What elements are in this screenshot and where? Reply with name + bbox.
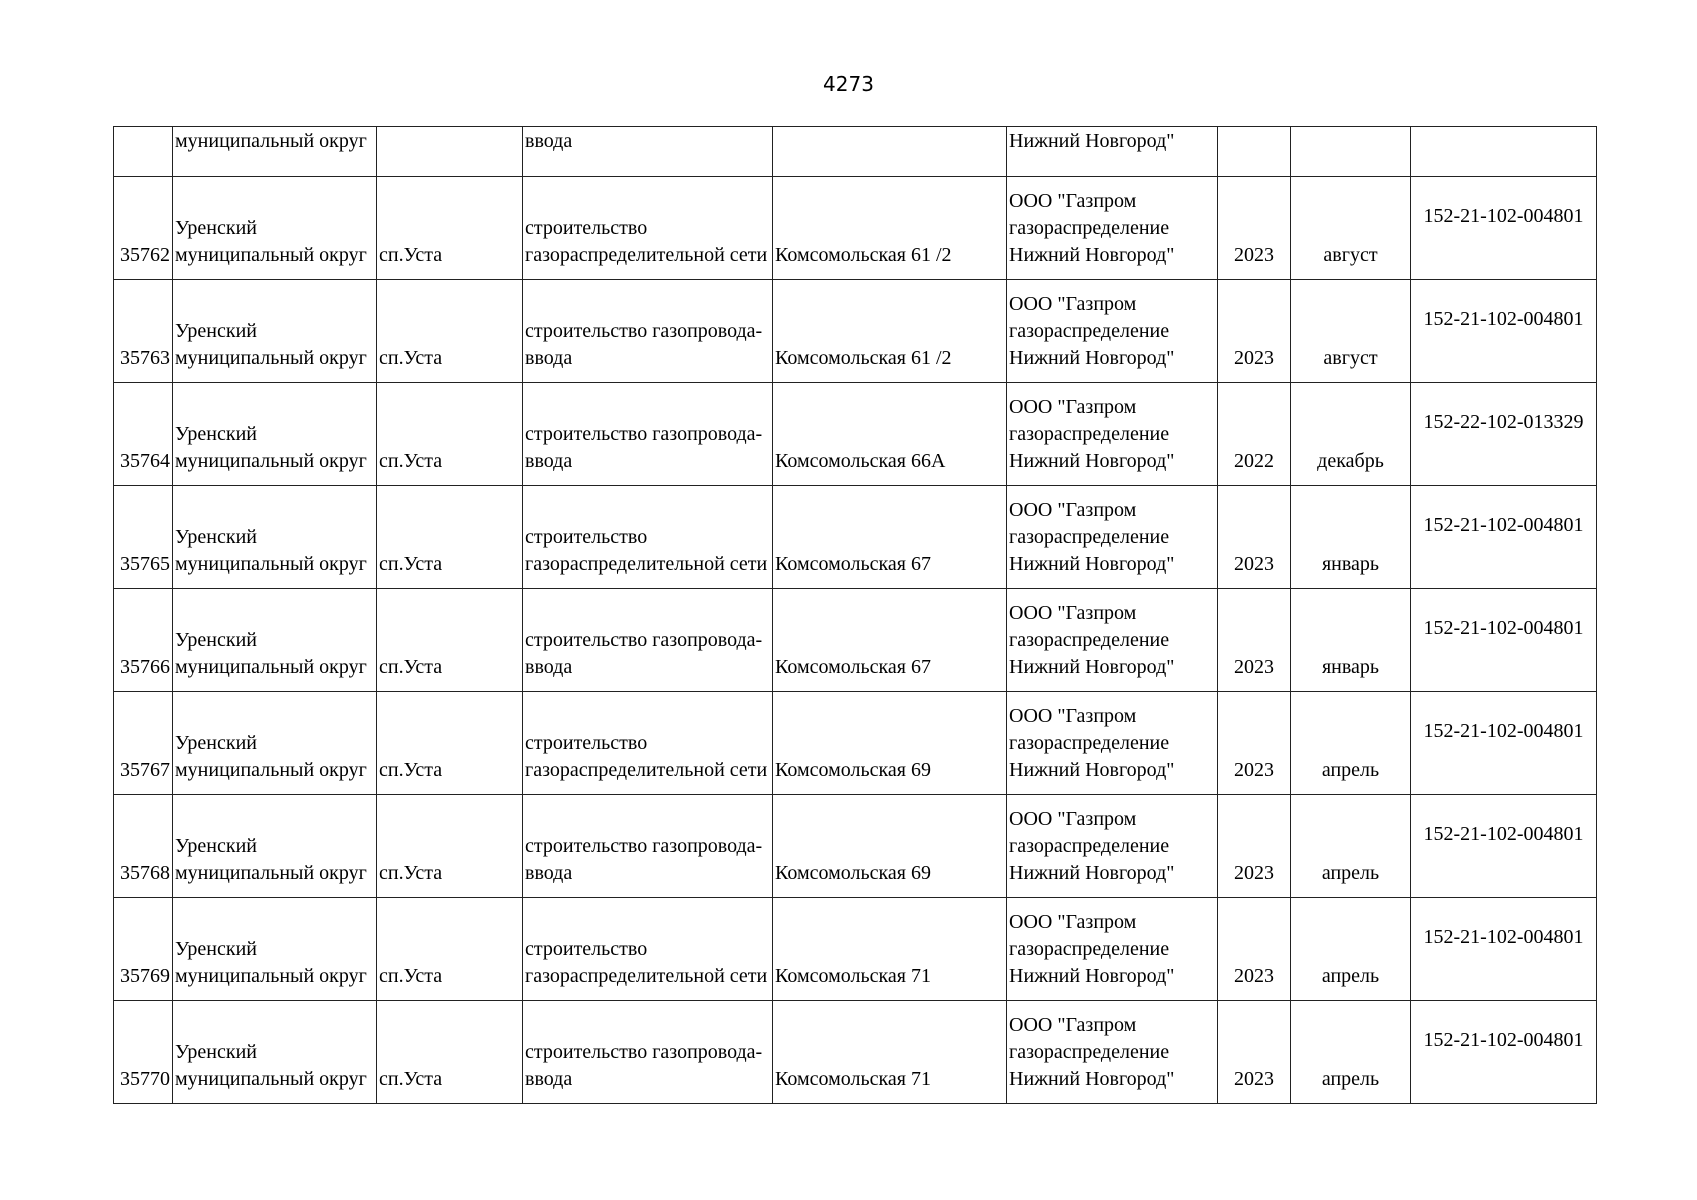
cell-org xyxy=(1007,383,1218,486)
org-line-2: газораспределение xyxy=(1009,629,1170,651)
month: август xyxy=(1323,244,1378,266)
permit-code: 152-21-102-004801 xyxy=(1423,720,1584,742)
cell-work xyxy=(523,177,773,280)
year: 2023 xyxy=(1234,965,1274,987)
cell-org xyxy=(1007,280,1218,383)
org-line-3: Нижний Новгород" xyxy=(1009,656,1175,678)
district-line-2: муниципальный округ xyxy=(175,244,367,266)
cell-num xyxy=(114,383,173,486)
cell-num xyxy=(114,127,173,177)
cell-month xyxy=(1291,486,1411,589)
cell-code xyxy=(1411,127,1597,177)
month: январь xyxy=(1321,553,1380,575)
table-row xyxy=(114,486,1597,589)
cell-work xyxy=(523,383,773,486)
cell-work: ввода xyxy=(523,127,773,177)
cell-year xyxy=(1218,383,1291,486)
cell-address xyxy=(773,280,1007,383)
month: апрель xyxy=(1321,1068,1380,1090)
address: Комсомольская 71 xyxy=(775,1068,931,1090)
cell-num xyxy=(114,795,173,898)
table-row xyxy=(114,177,1597,280)
row-number: 35765 xyxy=(120,553,170,575)
month: декабрь xyxy=(1317,450,1384,472)
work-line-2: ввода xyxy=(525,450,573,472)
cell-address xyxy=(773,795,1007,898)
row-number: 35766 xyxy=(120,656,170,678)
cell-num xyxy=(114,692,173,795)
org-line-3: Нижний Новгород" xyxy=(1009,862,1175,884)
month: август xyxy=(1323,347,1378,369)
cell-work xyxy=(523,1001,773,1104)
cell-code xyxy=(1411,280,1597,383)
cell-year xyxy=(1218,898,1291,1001)
locality: сп.Уста xyxy=(379,759,443,781)
cell-org xyxy=(1007,795,1218,898)
district-line-2: муниципальный округ xyxy=(175,759,367,781)
cell-org xyxy=(1007,692,1218,795)
cell-num xyxy=(114,280,173,383)
cell-num xyxy=(114,898,173,1001)
cell-district xyxy=(173,692,377,795)
work-line-1: строительство газопровода- xyxy=(525,629,763,651)
org-line-2: газораспределение xyxy=(1009,320,1170,342)
permit-code: 152-21-102-004801 xyxy=(1423,308,1584,330)
cell-locality xyxy=(377,692,523,795)
cell-district xyxy=(173,898,377,1001)
org-line-2: газораспределение xyxy=(1009,526,1170,548)
work-line-2: ввода xyxy=(525,656,573,678)
table-row xyxy=(114,795,1597,898)
cell-address xyxy=(773,486,1007,589)
address: Комсомольская 71 xyxy=(775,965,931,987)
row-number: 35768 xyxy=(120,862,170,884)
cell-org xyxy=(1007,898,1218,1001)
permit-code: 152-21-102-004801 xyxy=(1423,926,1584,948)
district-line-1: Уренский xyxy=(175,732,257,754)
year: 2023 xyxy=(1234,244,1274,266)
work-line-1: строительство xyxy=(525,217,648,239)
cell-address xyxy=(773,589,1007,692)
district-line-1: Уренский xyxy=(175,938,257,960)
org-line-3: Нижний Новгород" xyxy=(1009,965,1175,987)
row-number: 35770 xyxy=(120,1068,170,1090)
work-line-2: газораспределительной сети xyxy=(525,759,768,781)
cell-year xyxy=(1218,127,1291,177)
cell-num xyxy=(114,486,173,589)
cell-address xyxy=(773,177,1007,280)
cell-work xyxy=(523,898,773,1001)
cell-locality xyxy=(377,486,523,589)
cell-locality xyxy=(377,280,523,383)
work-line-1: строительство газопровода- xyxy=(525,423,763,445)
row-number: 35764 xyxy=(120,450,170,472)
month: апрель xyxy=(1321,862,1380,884)
district-line-1: Уренский xyxy=(175,217,257,239)
org-line-1: ООО "Газпром xyxy=(1009,499,1137,521)
address: Комсомольская 61 /2 xyxy=(775,347,952,369)
org-line-2: газораспределение xyxy=(1009,423,1170,445)
work-line-1: строительство газопровода- xyxy=(525,835,763,857)
locality: сп.Уста xyxy=(379,1068,443,1090)
org-line-1: ООО "Газпром xyxy=(1009,1014,1137,1036)
district-line-1: Уренский xyxy=(175,629,257,651)
work-line-2: ввода xyxy=(525,862,573,884)
table-row xyxy=(114,280,1597,383)
work-line-1: строительство xyxy=(525,938,648,960)
cell-address xyxy=(773,1001,1007,1104)
cell-year xyxy=(1218,795,1291,898)
cell-code xyxy=(1411,486,1597,589)
cell-num xyxy=(114,1001,173,1104)
table-row xyxy=(114,589,1597,692)
cell-locality xyxy=(377,177,523,280)
table-row-continuation xyxy=(114,127,1597,177)
org-line-1: ООО "Газпром xyxy=(1009,911,1137,933)
cell-work xyxy=(523,589,773,692)
org-line-1: ООО "Газпром xyxy=(1009,190,1137,212)
year: 2023 xyxy=(1234,759,1274,781)
locality: сп.Уста xyxy=(379,450,443,472)
page-number: 4273 xyxy=(823,72,874,96)
table-row xyxy=(114,1001,1597,1104)
cell-district: муниципальный округ xyxy=(173,127,377,177)
cell-locality xyxy=(377,589,523,692)
registry-table xyxy=(113,126,1597,1104)
table-row xyxy=(114,692,1597,795)
permit-code: 152-21-102-004801 xyxy=(1423,514,1584,536)
cell-month xyxy=(1291,589,1411,692)
address: Комсомольская 67 xyxy=(775,656,931,678)
permit-code: 152-21-102-004801 xyxy=(1423,205,1584,227)
cell-code xyxy=(1411,795,1597,898)
cell-work xyxy=(523,486,773,589)
address: Комсомольская 61 /2 xyxy=(775,244,952,266)
district-line-2: муниципальный округ xyxy=(175,656,367,678)
cell-month xyxy=(1291,898,1411,1001)
district-line-2: муниципальный округ xyxy=(175,347,367,369)
district-line-1: Уренский xyxy=(175,526,257,548)
permit-code: 152-21-102-004801 xyxy=(1423,823,1584,845)
locality: сп.Уста xyxy=(379,862,443,884)
cell-locality xyxy=(377,383,523,486)
cell-month xyxy=(1291,383,1411,486)
address: Комсомольская 66А xyxy=(775,450,946,472)
cell-code xyxy=(1411,692,1597,795)
org-line-1: ООО "Газпром xyxy=(1009,396,1137,418)
table-body xyxy=(114,127,1597,1104)
year: 2023 xyxy=(1234,553,1274,575)
cell-org xyxy=(1007,589,1218,692)
cell-year xyxy=(1218,486,1291,589)
district-line-2: муниципальный округ xyxy=(175,965,367,987)
work-line-2: газораспределительной сети xyxy=(525,244,768,266)
org-line-3: Нижний Новгород" xyxy=(1009,1068,1175,1090)
cell-year xyxy=(1218,589,1291,692)
work-line-1: строительство xyxy=(525,732,648,754)
org-line-2: газораспределение xyxy=(1009,732,1170,754)
org-line-1: ООО "Газпром xyxy=(1009,705,1137,727)
cell-code xyxy=(1411,177,1597,280)
row-number: 35762 xyxy=(120,244,170,266)
org-line-3: Нижний Новгород" xyxy=(1009,553,1175,575)
district-line-1: Уренский xyxy=(175,423,257,445)
cell-district xyxy=(173,795,377,898)
permit-code: 152-21-102-004801 xyxy=(1423,1029,1584,1051)
cell-locality xyxy=(377,1001,523,1104)
cell-work xyxy=(523,280,773,383)
cell-address xyxy=(773,383,1007,486)
district-line-2: муниципальный округ xyxy=(175,862,367,884)
locality: сп.Уста xyxy=(379,553,443,575)
cell-code xyxy=(1411,898,1597,1001)
cell-year xyxy=(1218,177,1291,280)
cell-district xyxy=(173,1001,377,1104)
address: Комсомольская 69 xyxy=(775,862,931,884)
month: апрель xyxy=(1321,965,1380,987)
permit-code: 152-21-102-004801 xyxy=(1423,617,1584,639)
cell-work xyxy=(523,795,773,898)
work-line-2: газораспределительной сети xyxy=(525,965,768,987)
cell-code xyxy=(1411,383,1597,486)
org-line-3: Нижний Новгород" xyxy=(1009,347,1175,369)
cell-year xyxy=(1218,280,1291,383)
cell-district xyxy=(173,280,377,383)
cell-address xyxy=(773,692,1007,795)
cell-month xyxy=(1291,1001,1411,1104)
locality: сп.Уста xyxy=(379,347,443,369)
district-line-1: Уренский xyxy=(175,835,257,857)
cell-org: Нижний Новгород" xyxy=(1007,127,1218,177)
cell-month xyxy=(1291,127,1411,177)
cell-work xyxy=(523,692,773,795)
cell-org xyxy=(1007,177,1218,280)
cell-year xyxy=(1218,1001,1291,1104)
work-line-1: строительство газопровода- xyxy=(525,320,763,342)
work-line-1: строительство xyxy=(525,526,648,548)
cell-district xyxy=(173,177,377,280)
month: апрель xyxy=(1321,759,1380,781)
org-line-1: ООО "Газпром xyxy=(1009,808,1137,830)
org-line-3: Нижний Новгород" xyxy=(1009,450,1175,472)
work-line-2: ввода xyxy=(525,347,573,369)
org-line-3: Нижний Новгород" xyxy=(1009,244,1175,266)
org-line-2: газораспределение xyxy=(1009,217,1170,239)
work-line-2: ввода xyxy=(525,1068,573,1090)
cell-district xyxy=(173,486,377,589)
org-line-2: газораспределение xyxy=(1009,938,1170,960)
address: Комсомольская 69 xyxy=(775,759,931,781)
cell-org xyxy=(1007,1001,1218,1104)
locality: сп.Уста xyxy=(379,244,443,266)
cell-address xyxy=(773,898,1007,1001)
cell-year xyxy=(1218,692,1291,795)
year: 2023 xyxy=(1234,656,1274,678)
org-line-2: газораспределение xyxy=(1009,835,1170,857)
cell-month xyxy=(1291,795,1411,898)
district-line-1: Уренский xyxy=(175,1041,257,1063)
org-line-1: ООО "Газпром xyxy=(1009,293,1137,315)
cell-org xyxy=(1007,486,1218,589)
cell-district xyxy=(173,589,377,692)
month: январь xyxy=(1321,656,1380,678)
cell-num xyxy=(114,177,173,280)
cell-num xyxy=(114,589,173,692)
org-line-1: ООО "Газпром xyxy=(1009,602,1137,624)
table-row xyxy=(114,383,1597,486)
cell-code xyxy=(1411,589,1597,692)
org-line-2: газораспределение xyxy=(1009,1041,1170,1063)
district-line-2: муниципальный округ xyxy=(175,450,367,472)
cell-month xyxy=(1291,692,1411,795)
year: 2022 xyxy=(1234,450,1274,472)
row-number: 35767 xyxy=(120,759,170,781)
cell-locality xyxy=(377,898,523,1001)
org-line-3: Нижний Новгород" xyxy=(1009,759,1175,781)
row-number: 35769 xyxy=(120,965,170,987)
year: 2023 xyxy=(1234,347,1274,369)
cell-month xyxy=(1291,280,1411,383)
cell-code xyxy=(1411,1001,1597,1104)
cell-month xyxy=(1291,177,1411,280)
district-line-2: муниципальный округ xyxy=(175,1068,367,1090)
work-line-1: строительство газопровода- xyxy=(525,1041,763,1063)
cell-address xyxy=(773,127,1007,177)
locality: сп.Уста xyxy=(379,965,443,987)
work-line-2: газораспределительной сети xyxy=(525,553,768,575)
year: 2023 xyxy=(1234,862,1274,884)
cell-locality xyxy=(377,127,523,177)
table-row xyxy=(114,898,1597,1001)
year: 2023 xyxy=(1234,1068,1274,1090)
address: Комсомольская 67 xyxy=(775,553,931,575)
cell-district xyxy=(173,383,377,486)
district-line-2: муниципальный округ xyxy=(175,553,367,575)
row-number: 35763 xyxy=(120,347,170,369)
locality: сп.Уста xyxy=(379,656,443,678)
cell-locality xyxy=(377,795,523,898)
district-line-1: Уренский xyxy=(175,320,257,342)
permit-code: 152-22-102-013329 xyxy=(1423,411,1584,433)
